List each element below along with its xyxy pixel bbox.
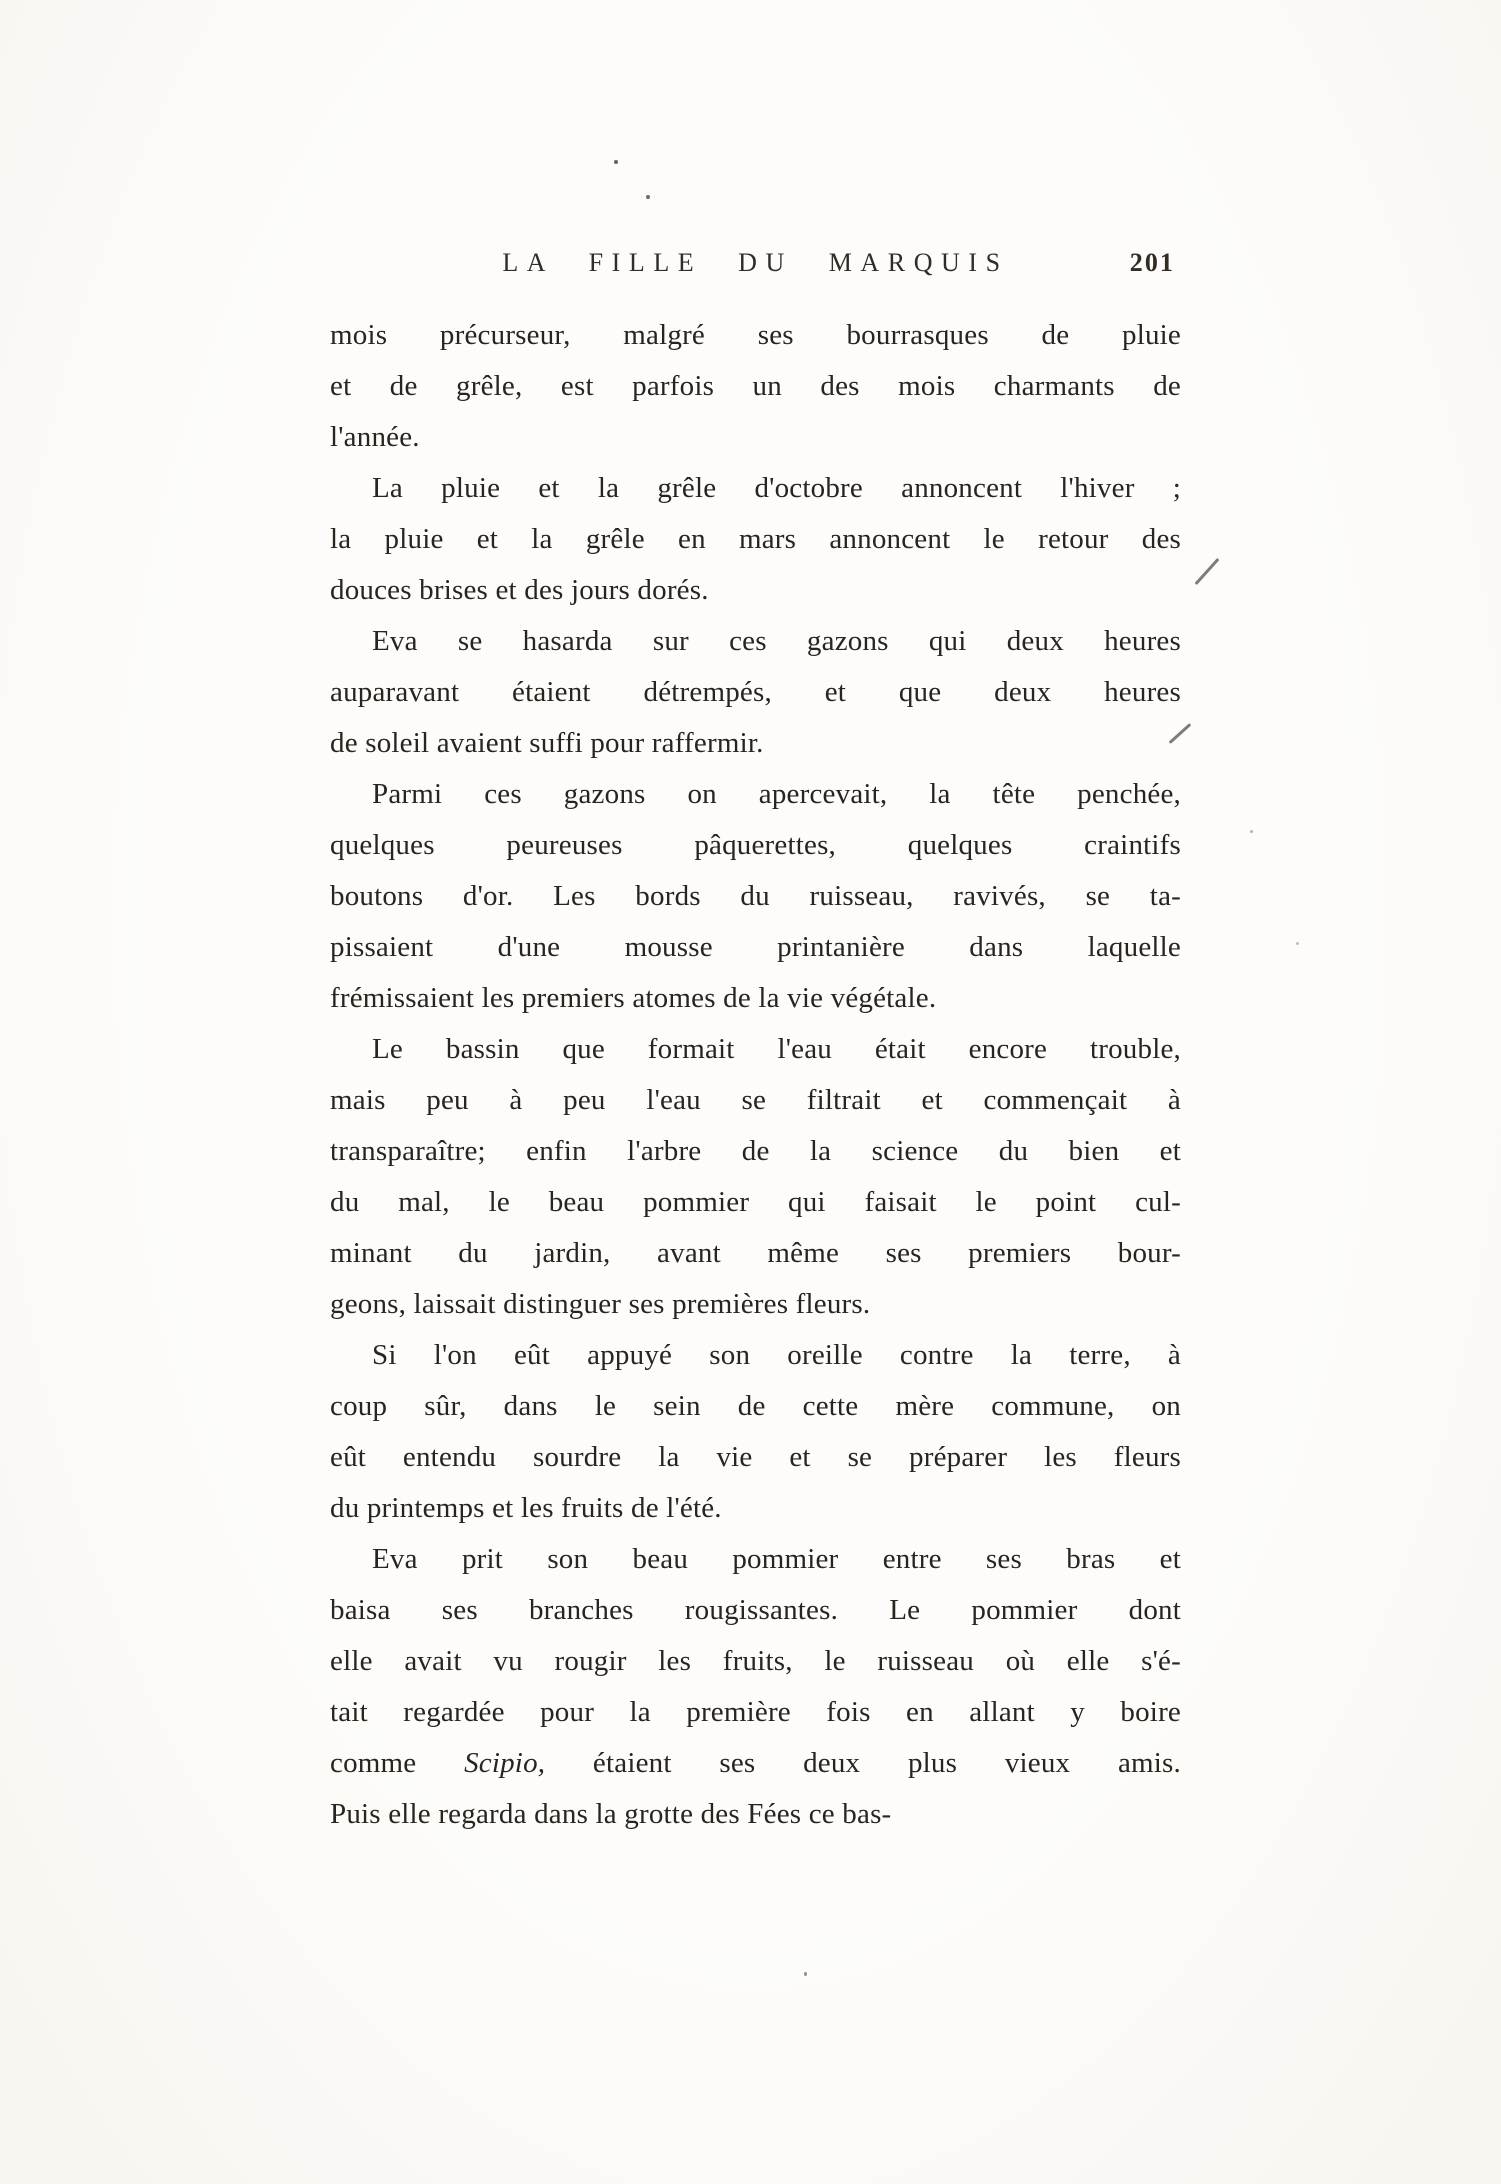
running-title: LA FILLE DU MARQUIS	[502, 248, 1009, 277]
text-line: Si l'on eût appuyé son oreille contre la terre, à	[372, 1339, 1181, 1371]
plain-text: étaient ses deux plus vieux amis.	[545, 1747, 1181, 1779]
text-line: Le bassin que formait l'eau était encore trouble,	[372, 1033, 1181, 1065]
text-line: mois précurseur, malgré ses bourrasques de pluie	[330, 319, 1181, 351]
text-line: La pluie et la grêle d'octobre annoncent l'hiver ;	[372, 472, 1181, 504]
body-text	[330, 310, 1181, 1840]
text-line: du printemps et les fruits de l'été.	[330, 1492, 722, 1524]
ink-speck-icon	[646, 195, 650, 199]
text-line: Eva se hasarda sur ces gazons qui deux heures	[372, 625, 1181, 657]
ink-speck-icon	[804, 1972, 807, 1976]
text-line: transparaître; enfin l'arbre de la science du bien et	[330, 1135, 1181, 1167]
text-line: Eva prit son beau pommier entre ses bras et	[372, 1543, 1181, 1575]
text-line: pissaient d'une mousse printanière dans laquelle	[330, 931, 1181, 963]
text-block	[330, 246, 1181, 1840]
ink-speck-icon	[1250, 830, 1253, 833]
plain-text: comme	[330, 1747, 465, 1779]
text-line: Puis elle regarda dans la grotte des Fées ce bas-	[330, 1798, 892, 1830]
text-line: minant du jardin, avant même ses premiers bour-	[330, 1237, 1181, 1269]
text-line	[330, 1738, 1181, 1789]
text-line: mais peu à peu l'eau se filtrait et commençait à	[330, 1084, 1181, 1116]
text-line: quelques peureuses pâquerettes, quelques craintifs	[330, 829, 1181, 861]
text-line: elle avait vu rougir les fruits, le ruisseau où elle s'é-	[330, 1645, 1181, 1677]
text-line: coup sûr, dans le sein de cette mère commune, on	[330, 1390, 1181, 1422]
text-line: boutons d'or. Les bords du ruisseau, ravivés, se ta-	[330, 880, 1181, 912]
text-line: geons, laissait distinguer ses premières fleurs.	[330, 1288, 871, 1320]
ink-speck-icon	[614, 160, 618, 164]
text-line: Parmi ces gazons on apercevait, la tête penchée,	[372, 778, 1181, 810]
text-line: tait regardée pour la première fois en allant y boire	[330, 1696, 1181, 1728]
text-line: auparavant étaient détrempés, et que deux heures	[330, 676, 1181, 708]
text-line: de soleil avaient suffi pour raffermir.	[330, 727, 764, 759]
ink-speck-icon	[1296, 942, 1299, 945]
page-number: 201	[1129, 248, 1175, 277]
page-header	[330, 246, 1181, 286]
text-line: baisa ses branches rougissantes. Le pommier dont	[330, 1594, 1181, 1626]
pencil-mark-icon	[1195, 558, 1220, 585]
text-line: l'année.	[330, 421, 420, 453]
text-line: du mal, le beau pommier qui faisait le point cul-	[330, 1186, 1181, 1218]
text-line: frémissaient les premiers atomes de la vie végétale.	[330, 982, 937, 1014]
text-line: douces brises et des jours dorés.	[330, 574, 709, 606]
text-line: et de grêle, est parfois un des mois charmants de	[330, 370, 1181, 402]
italic-text: Scipio,	[464, 1747, 546, 1779]
text-line: la pluie et la grêle en mars annoncent le retour des	[330, 523, 1181, 555]
text-line: eût entendu sourdre la vie et se préparer les fleurs	[330, 1441, 1181, 1473]
